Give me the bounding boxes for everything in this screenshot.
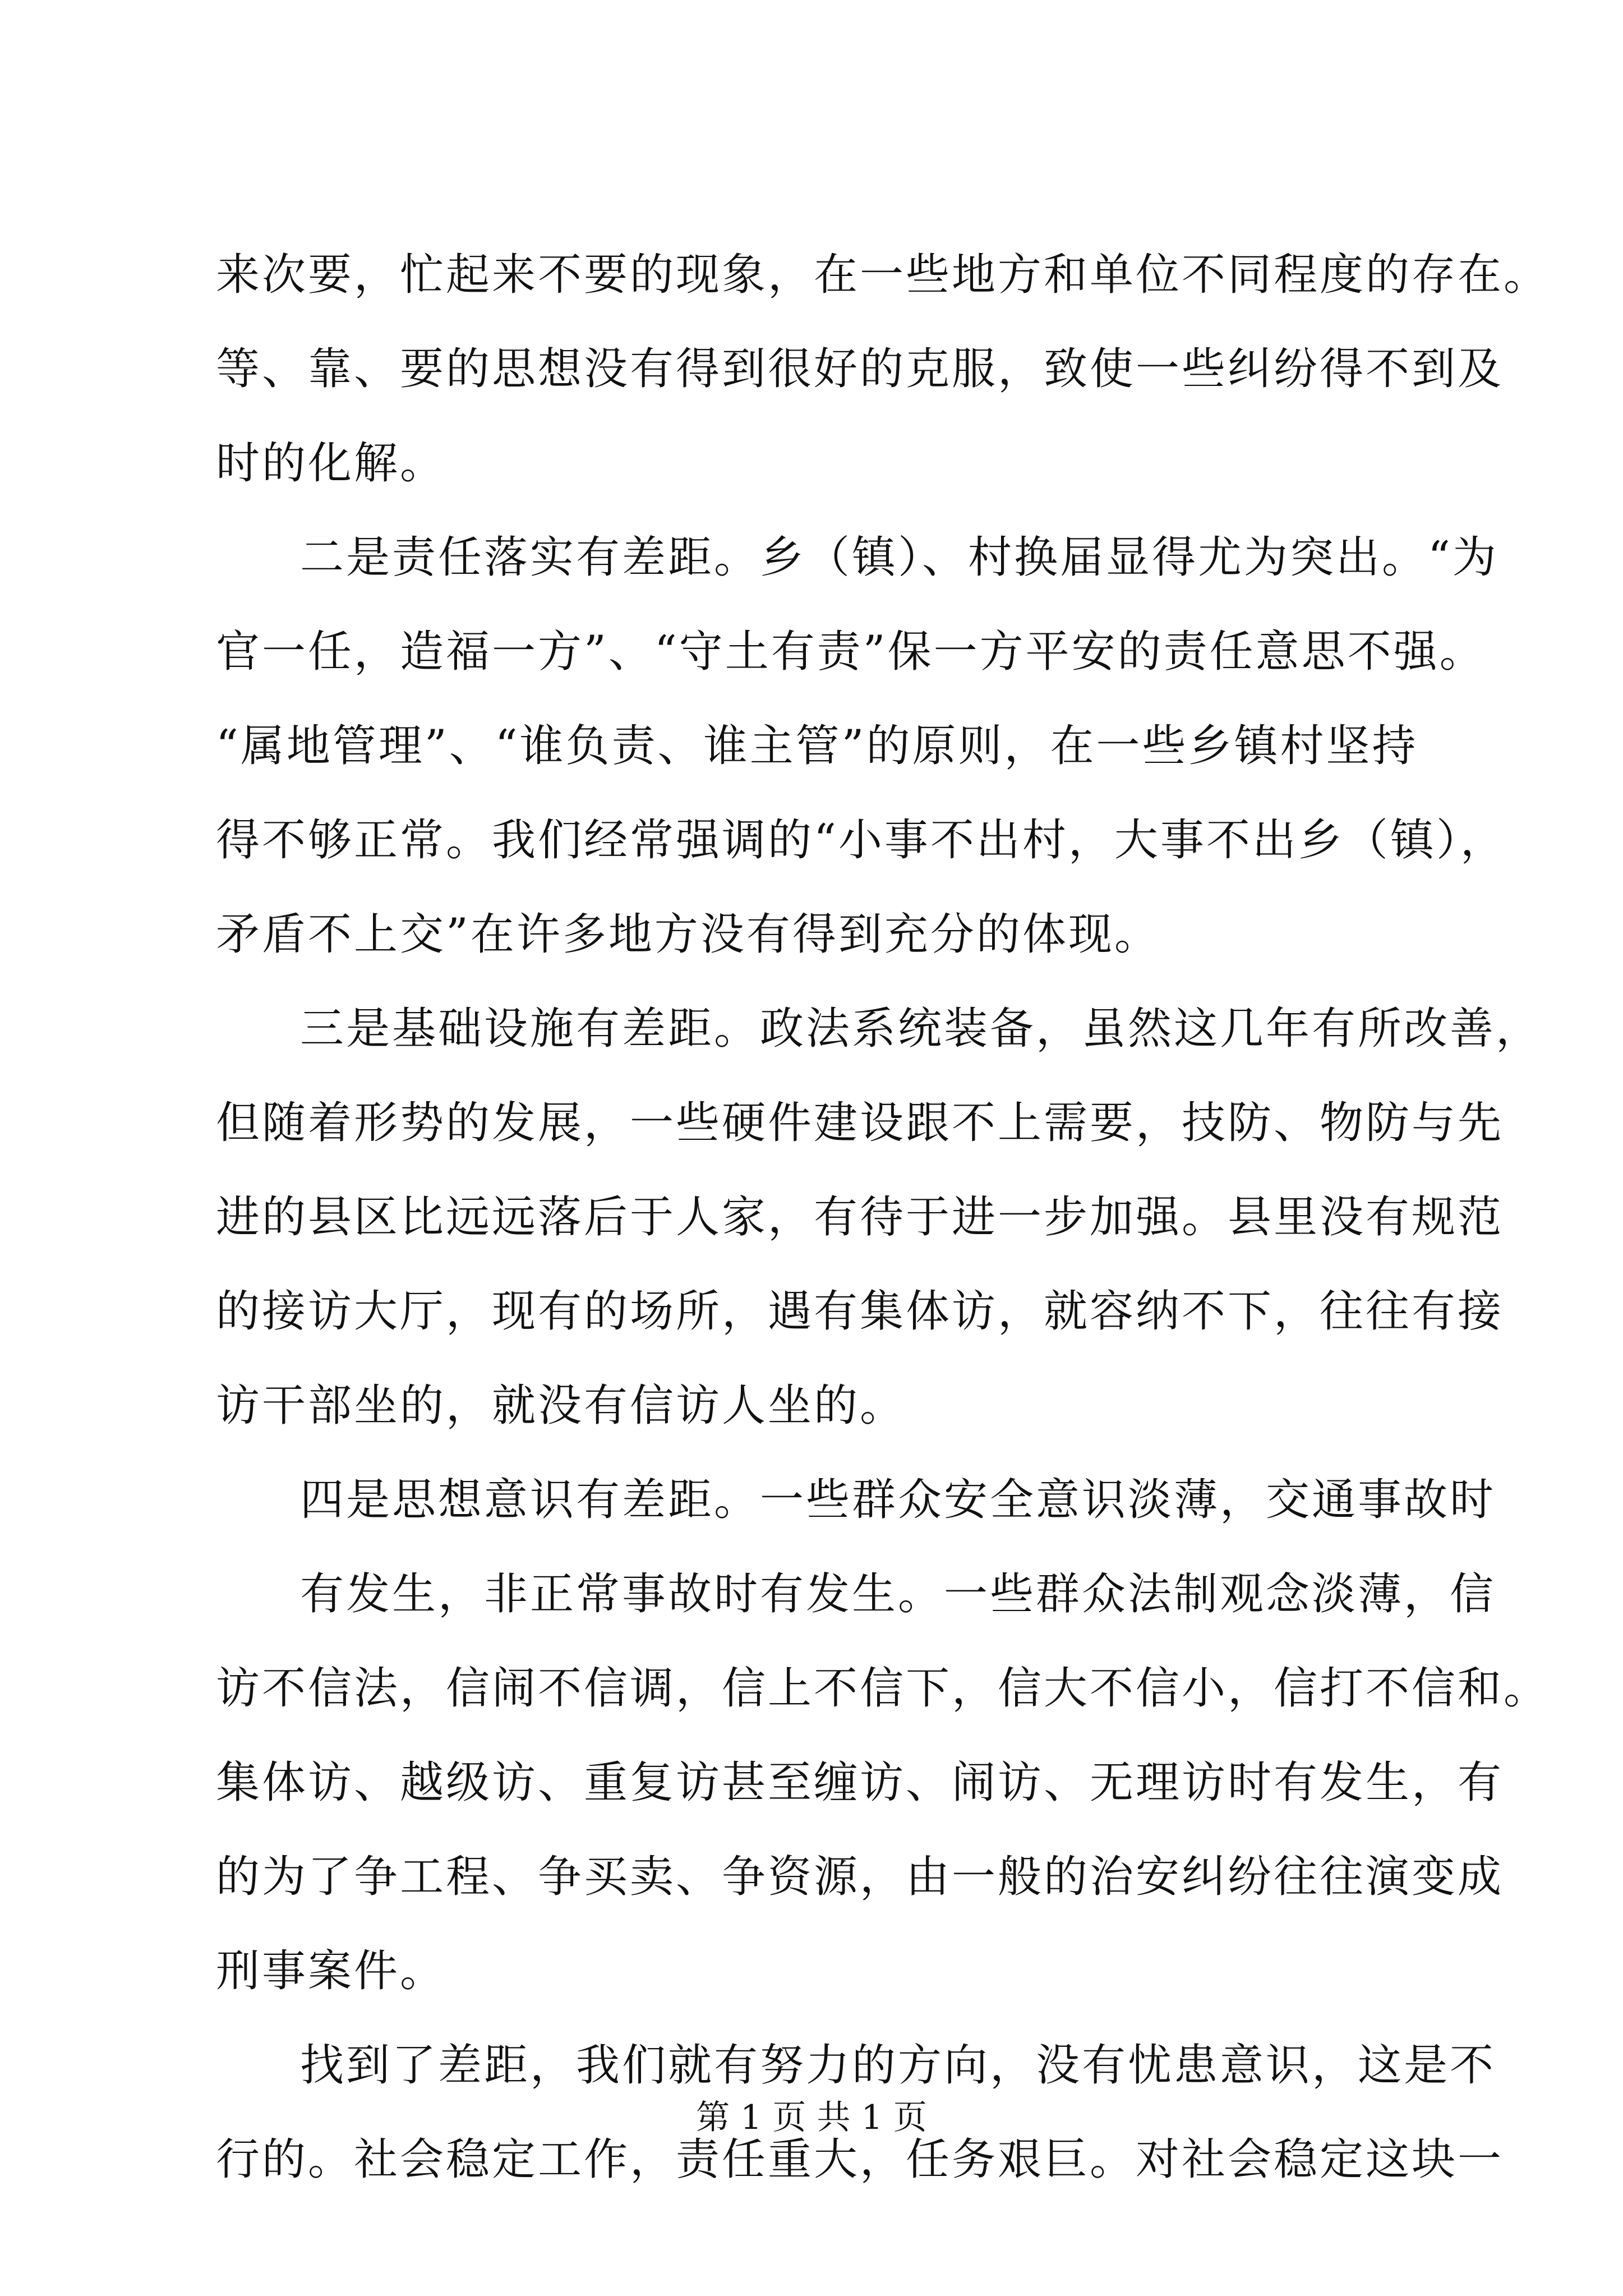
page-number-footer: 第 1 页 共 1 页 xyxy=(696,2098,927,2137)
text-line: 但随着形势的发展，一些硬件建设跟不上需要，技防、物防与先 xyxy=(216,1098,1504,1148)
paragraph-first-line: 四是思想意识有差距。一些群众安全意识淡薄，交通事故时 xyxy=(300,1475,1496,1525)
text-line: 行的。社会稳定工作，责任重大，任务艰巨。对社会稳定这块一 xyxy=(216,2134,1504,2185)
text-line: 来次要，忙起来不要的现象，在一些地方和单位不同程度的存在。 xyxy=(216,250,1550,300)
text-line: 的为了争工程、争买卖、争资源，由一般的治安纠纷往往演变成 xyxy=(216,1852,1504,1902)
text-line: 矛盾不上交”在许多地方没有得到充分的体现。 xyxy=(216,909,1160,960)
text-line: 集体访、越级访、重复访甚至缠访、闹访、无理访时有发生，有 xyxy=(216,1757,1504,1808)
text-line: 进的县区比远远落后于人家，有待于进一步加强。县里没有规范 xyxy=(216,1192,1504,1243)
text-line: 的接访大厅，现有的场所，遇有集体访，就容纳不下，往往有接 xyxy=(216,1286,1504,1337)
text-line: 刑事案件。 xyxy=(216,1946,446,1996)
text-line: 有发生，非正常事故时有发生。一些群众法制观念淡薄，信 xyxy=(300,1569,1496,1619)
text-line: 时的化解。 xyxy=(216,438,446,489)
paragraph-first-line: 二是责任落实有差距。乡（镇）、村换届显得尤为突出。“为 xyxy=(300,532,1498,583)
text-line: 官一任，造福一方”、“守土有责”保一方平安的责任意思不强。 xyxy=(216,627,1486,677)
text-line: 得不够正常。我们经常强调的“小事不出村，大事不出乡（镇）， xyxy=(216,815,1506,866)
text-line: 访干部坐的，就没有信访人坐的。 xyxy=(216,1381,906,1431)
text-line: 等、靠、要的思想没有得到很好的克服，致使一些纠纷得不到及 xyxy=(216,344,1504,394)
text-line: 访不信法，信闹不信调，信上不信下，信大不信小，信打不信和。 xyxy=(216,1663,1550,1714)
text-line: “属地管理”、“谁负责、谁主管”的原则，在一些乡镇村坚持 xyxy=(216,721,1418,771)
paragraph-first-line: 三是基础设施有差距。政法系统装备，虽然这几年有所改善， xyxy=(300,1004,1542,1054)
paragraph-first-line: 找到了差距，我们就有努力的方向，没有忧患意识，这是不 xyxy=(300,2040,1496,2091)
